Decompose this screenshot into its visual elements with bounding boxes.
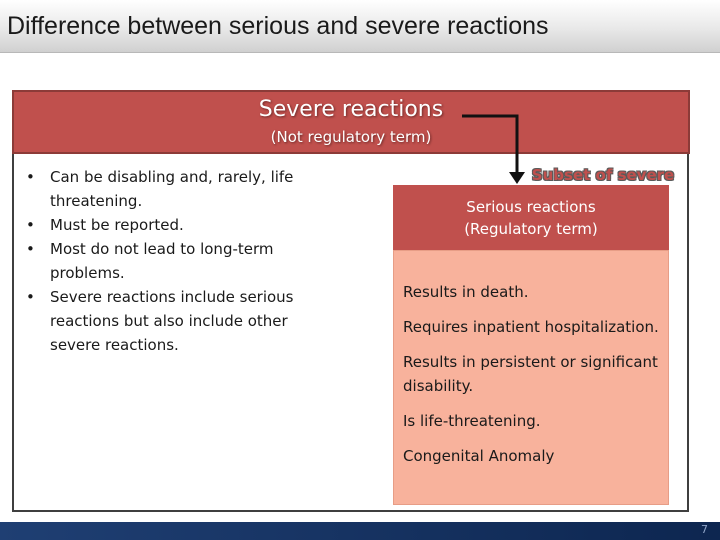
list-item: Congenital Anomaly [403,447,555,465]
bullet-text: Must be reported. [50,216,184,234]
serious-reactions-title: Serious reactions [466,198,596,216]
list-item [26,213,326,237]
serious-reactions-subtitle: (Regulatory term) [464,220,598,238]
list-item: Results in persistent or significant disability. [403,353,658,395]
list-item [26,237,326,285]
bullet-icon: • [26,216,35,234]
subset-of-severe-label: Subset of severe [531,166,675,184]
list-item: Results in death. [403,283,529,301]
severe-bullet-list [26,165,326,357]
bullet-icon: • [26,168,35,186]
slide-title: Difference between serious and severe reactions [7,12,549,40]
list-item [26,165,326,213]
severe-reactions-subtitle: (Not regulatory term) [270,128,432,146]
serious-reactions-header [393,185,669,250]
list-item: Is life-threatening. [403,412,541,430]
bullet-text: Most do not lead to long-term problems. [50,240,274,282]
bullet-text: Severe reactions include serious reactions but also include other severe reactions. [50,288,294,354]
connector-line [462,116,517,174]
list-item [26,285,326,357]
bullet-text: Can be disabling and, rarely, life threatening. [50,168,294,210]
list-item: Requires inpatient hospitalization. [403,318,659,336]
page-number: 7 [701,523,708,536]
severe-reactions-title: Severe reactions [258,97,444,122]
footer-bar [0,522,720,540]
serious-criteria-list [393,250,669,505]
bullet-icon: • [26,288,35,306]
bullet-icon: • [26,240,35,258]
